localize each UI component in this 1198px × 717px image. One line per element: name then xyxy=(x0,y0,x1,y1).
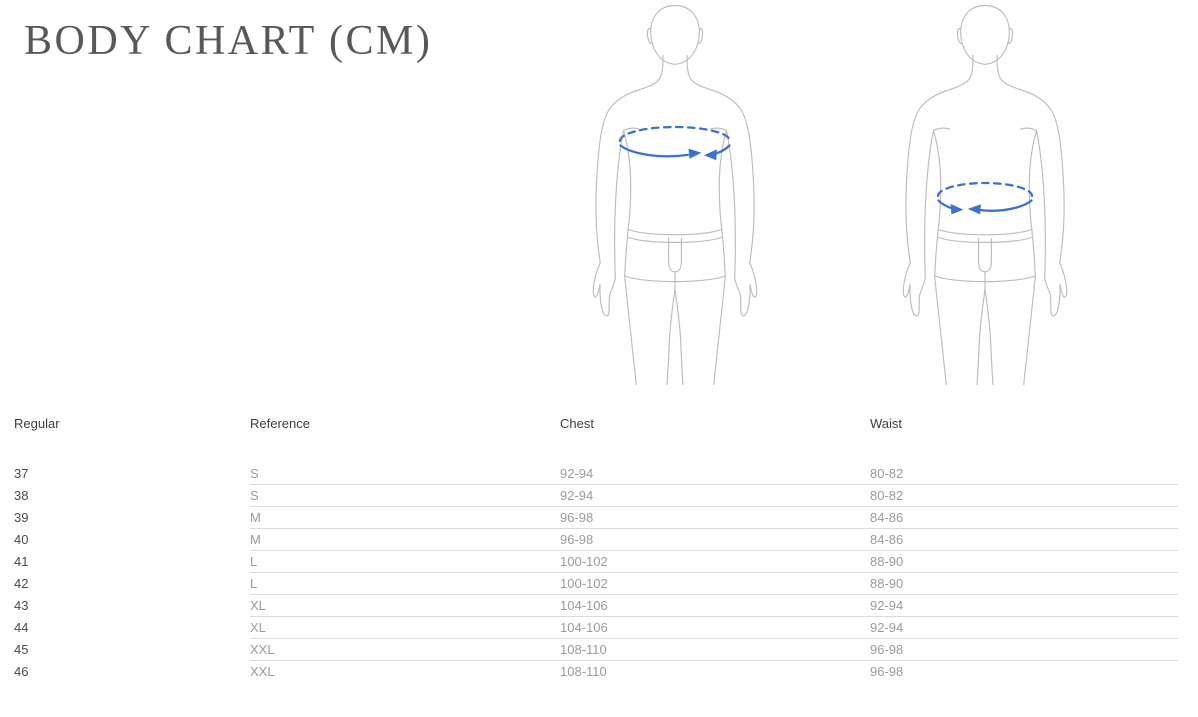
cell-regular: 40 xyxy=(14,532,29,547)
table-row xyxy=(14,595,1178,617)
cell-waist: 92-94 xyxy=(870,617,1178,639)
chest-measure-ellipse xyxy=(620,127,730,160)
cell-reference: XL xyxy=(250,617,560,639)
cell-reference: XL xyxy=(250,595,560,617)
cell-chest: 100-102 xyxy=(560,573,870,595)
page-title: BODY CHART (CM) xyxy=(24,18,433,64)
cell-regular: 46 xyxy=(14,664,29,679)
cell-reference: XXL xyxy=(250,664,275,679)
cell-reference: L xyxy=(250,551,560,573)
table-row xyxy=(14,573,1178,595)
cell-chest: 96-98 xyxy=(560,507,870,529)
cell-chest: 104-106 xyxy=(560,617,870,639)
cell-chest: 96-98 xyxy=(560,529,870,551)
cell-waist: 92-94 xyxy=(870,595,1178,617)
cell-waist: 84-86 xyxy=(870,507,1178,529)
cell-reference: S xyxy=(250,485,560,507)
cell-waist: 88-90 xyxy=(870,573,1178,595)
cell-regular: 38 xyxy=(14,488,29,503)
table-row xyxy=(14,551,1178,573)
column-header-reference: Reference xyxy=(250,416,310,431)
cell-waist: 80-82 xyxy=(870,463,1178,485)
cell-chest: 108-110 xyxy=(560,664,607,679)
cell-regular: 45 xyxy=(14,642,29,657)
male-torso-chest-measure-icon xyxy=(590,0,760,385)
cell-chest: 92-94 xyxy=(560,485,870,507)
cell-waist: 84-86 xyxy=(870,529,1178,551)
cell-reference: M xyxy=(250,529,560,551)
table-row xyxy=(14,507,1178,529)
cell-chest: 108-110 xyxy=(560,639,870,661)
cell-waist: 80-82 xyxy=(870,485,1178,507)
body-outline xyxy=(593,6,757,386)
table-row xyxy=(14,463,1178,485)
cell-regular: 41 xyxy=(14,554,29,569)
cell-regular: 43 xyxy=(14,598,29,613)
cell-waist: 88-90 xyxy=(870,551,1178,573)
waist-measure-ellipse xyxy=(938,183,1032,214)
cell-reference: S xyxy=(250,463,560,485)
size-table-header xyxy=(14,414,1178,434)
male-torso-waist-measure-icon xyxy=(900,0,1070,385)
table-row xyxy=(14,617,1178,639)
cell-reference: XXL xyxy=(250,639,560,661)
table-row xyxy=(14,529,1178,551)
cell-reference: M xyxy=(250,507,560,529)
cell-chest: 92-94 xyxy=(560,463,870,485)
column-header-waist: Waist xyxy=(870,416,903,431)
table-row xyxy=(14,661,1178,683)
cell-chest: 100-102 xyxy=(560,551,870,573)
cell-regular: 37 xyxy=(14,466,29,481)
cell-regular: 39 xyxy=(14,510,29,525)
column-header-chest: Chest xyxy=(560,416,594,431)
cell-waist: 96-98 xyxy=(870,639,1178,661)
table-row xyxy=(14,485,1178,507)
cell-waist: 96-98 xyxy=(870,664,904,679)
cell-reference: L xyxy=(250,573,560,595)
cell-regular: 42 xyxy=(14,576,29,591)
column-header-regular: Regular xyxy=(14,416,60,431)
table-row xyxy=(14,639,1178,661)
size-table-rows xyxy=(14,463,1178,683)
size-table xyxy=(14,414,1178,683)
cell-regular: 44 xyxy=(14,620,29,635)
cell-chest: 104-106 xyxy=(560,595,870,617)
